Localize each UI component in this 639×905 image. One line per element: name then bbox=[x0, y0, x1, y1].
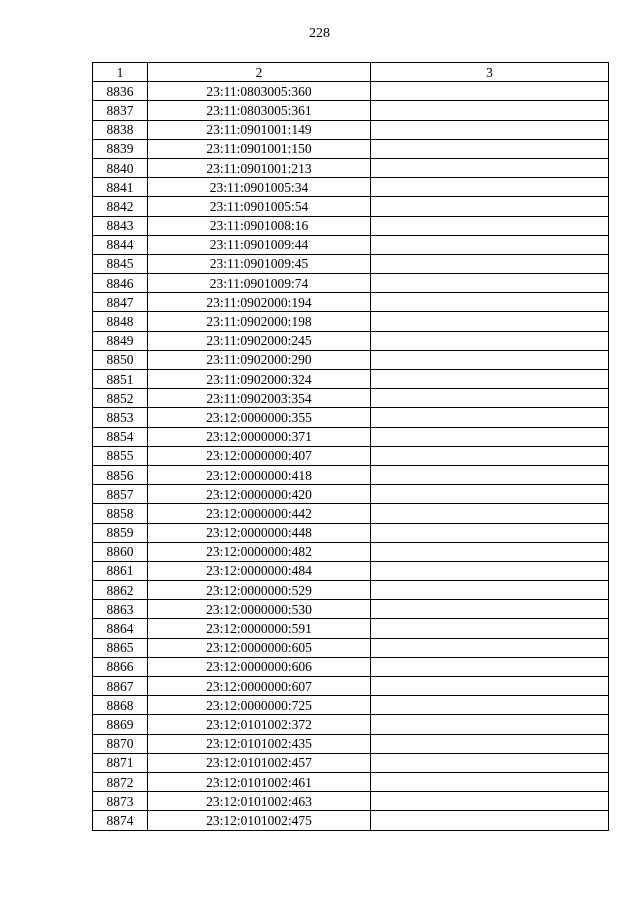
cadastral-number-cell: 23:12:0101002:463 bbox=[148, 792, 371, 811]
cadastral-number-cell: 23:11:0902000:245 bbox=[148, 331, 371, 350]
note-cell bbox=[371, 101, 609, 120]
cadastral-number-cell: 23:12:0000000:482 bbox=[148, 542, 371, 561]
cadastral-number-cell: 23:11:0902000:290 bbox=[148, 350, 371, 369]
note-cell bbox=[371, 581, 609, 600]
cadastral-number-cell: 23:11:0902000:198 bbox=[148, 312, 371, 331]
row-number-cell: 8856 bbox=[93, 465, 148, 484]
note-cell bbox=[371, 370, 609, 389]
note-cell bbox=[371, 734, 609, 753]
note-cell bbox=[371, 542, 609, 561]
note-cell bbox=[371, 274, 609, 293]
row-number-cell: 8837 bbox=[93, 101, 148, 120]
note-cell bbox=[371, 619, 609, 638]
note-cell bbox=[371, 197, 609, 216]
note-cell bbox=[371, 792, 609, 811]
row-number-cell: 8861 bbox=[93, 561, 148, 580]
note-cell bbox=[371, 561, 609, 580]
row-number-cell: 8863 bbox=[93, 600, 148, 619]
note-cell bbox=[371, 216, 609, 235]
note-cell bbox=[371, 427, 609, 446]
row-number-cell: 8873 bbox=[93, 792, 148, 811]
row-number-cell: 8851 bbox=[93, 370, 148, 389]
note-cell bbox=[371, 389, 609, 408]
table-row bbox=[93, 734, 609, 753]
table-row bbox=[93, 638, 609, 657]
note-cell bbox=[371, 254, 609, 273]
cadastral-number-cell: 23:11:0901001:150 bbox=[148, 139, 371, 158]
table-row bbox=[93, 485, 609, 504]
row-number-cell: 8868 bbox=[93, 696, 148, 715]
table-row bbox=[93, 370, 609, 389]
cadastral-number-cell: 23:11:0901001:149 bbox=[148, 120, 371, 139]
table-row bbox=[93, 792, 609, 811]
table-row bbox=[93, 197, 609, 216]
cadastral-number-cell: 23:12:0000000:418 bbox=[148, 465, 371, 484]
cadastral-number-cell: 23:12:0101002:461 bbox=[148, 772, 371, 791]
note-cell bbox=[371, 485, 609, 504]
cadastral-number-cell: 23:12:0000000:725 bbox=[148, 696, 371, 715]
table-row bbox=[93, 772, 609, 791]
note-cell bbox=[371, 696, 609, 715]
row-number-cell: 8859 bbox=[93, 523, 148, 542]
cadastral-number-cell: 23:11:0901009:44 bbox=[148, 235, 371, 254]
table-row bbox=[93, 677, 609, 696]
row-number-cell: 8844 bbox=[93, 235, 148, 254]
row-number-cell: 8846 bbox=[93, 274, 148, 293]
table-row bbox=[93, 101, 609, 120]
row-number-cell: 8867 bbox=[93, 677, 148, 696]
cadastral-number-cell: 23:12:0101002:372 bbox=[148, 715, 371, 734]
note-cell bbox=[371, 331, 609, 350]
note-cell bbox=[371, 408, 609, 427]
cadastral-number-cell: 23:12:0000000:529 bbox=[148, 581, 371, 600]
note-cell bbox=[371, 139, 609, 158]
registry-table bbox=[92, 62, 609, 831]
row-number-cell: 8849 bbox=[93, 331, 148, 350]
cadastral-number-cell: 23:12:0000000:355 bbox=[148, 408, 371, 427]
cadastral-number-cell: 23:11:0901009:74 bbox=[148, 274, 371, 293]
table-row bbox=[93, 657, 609, 676]
note-cell bbox=[371, 178, 609, 197]
table-row bbox=[93, 408, 609, 427]
note-cell bbox=[371, 312, 609, 331]
row-number-cell: 8843 bbox=[93, 216, 148, 235]
cadastral-number-cell: 23:12:0000000:530 bbox=[148, 600, 371, 619]
cadastral-number-cell: 23:12:0000000:591 bbox=[148, 619, 371, 638]
row-number-cell: 8854 bbox=[93, 427, 148, 446]
row-number-cell: 8848 bbox=[93, 312, 148, 331]
cadastral-number-cell: 23:11:0803005:361 bbox=[148, 101, 371, 120]
cadastral-number-cell: 23:12:0101002:475 bbox=[148, 811, 371, 830]
note-cell bbox=[371, 235, 609, 254]
row-number-cell: 8860 bbox=[93, 542, 148, 561]
table-row bbox=[93, 561, 609, 580]
note-cell bbox=[371, 504, 609, 523]
row-number-cell: 8858 bbox=[93, 504, 148, 523]
table-row bbox=[93, 427, 609, 446]
row-number-cell: 8870 bbox=[93, 734, 148, 753]
table-row bbox=[93, 350, 609, 369]
table-row bbox=[93, 504, 609, 523]
row-number-cell: 8842 bbox=[93, 197, 148, 216]
row-number-cell: 8874 bbox=[93, 811, 148, 830]
cadastral-number-cell: 23:12:0000000:371 bbox=[148, 427, 371, 446]
row-number-cell: 8840 bbox=[93, 158, 148, 177]
cadastral-number-cell: 23:12:0101002:435 bbox=[148, 734, 371, 753]
table-row bbox=[93, 696, 609, 715]
table-row bbox=[93, 82, 609, 101]
table-row bbox=[93, 389, 609, 408]
page-number: 228 bbox=[309, 26, 330, 41]
column-header-1: 1 bbox=[93, 63, 148, 82]
cadastral-number-cell: 23:12:0000000:420 bbox=[148, 485, 371, 504]
table-row bbox=[93, 619, 609, 638]
row-number-cell: 8869 bbox=[93, 715, 148, 734]
table-row bbox=[93, 465, 609, 484]
cadastral-number-cell: 23:11:0901001:213 bbox=[148, 158, 371, 177]
cadastral-number-cell: 23:12:0000000:448 bbox=[148, 523, 371, 542]
table-row bbox=[93, 581, 609, 600]
row-number-cell: 8862 bbox=[93, 581, 148, 600]
table-row bbox=[93, 753, 609, 772]
cadastral-number-cell: 23:11:0902000:194 bbox=[148, 293, 371, 312]
row-number-cell: 8864 bbox=[93, 619, 148, 638]
table-row bbox=[93, 120, 609, 139]
row-number-cell: 8847 bbox=[93, 293, 148, 312]
cadastral-number-cell: 23:11:0803005:360 bbox=[148, 82, 371, 101]
table-row bbox=[93, 811, 609, 830]
column-header-3: 3 bbox=[371, 63, 609, 82]
note-cell bbox=[371, 677, 609, 696]
table-row bbox=[93, 446, 609, 465]
note-cell bbox=[371, 753, 609, 772]
note-cell bbox=[371, 350, 609, 369]
note-cell bbox=[371, 120, 609, 139]
cadastral-number-cell: 23:12:0000000:607 bbox=[148, 677, 371, 696]
cadastral-number-cell: 23:11:0902000:324 bbox=[148, 370, 371, 389]
note-cell bbox=[371, 446, 609, 465]
note-cell bbox=[371, 293, 609, 312]
row-number-cell: 8845 bbox=[93, 254, 148, 273]
note-cell bbox=[371, 158, 609, 177]
table-row bbox=[93, 235, 609, 254]
note-cell bbox=[371, 600, 609, 619]
table-row bbox=[93, 178, 609, 197]
row-number-cell: 8852 bbox=[93, 389, 148, 408]
table-row bbox=[93, 293, 609, 312]
table-row bbox=[93, 139, 609, 158]
note-cell bbox=[371, 523, 609, 542]
table-row bbox=[93, 254, 609, 273]
cadastral-number-cell: 23:11:0901008:16 bbox=[148, 216, 371, 235]
note-cell bbox=[371, 772, 609, 791]
note-cell bbox=[371, 811, 609, 830]
table-row bbox=[93, 715, 609, 734]
cadastral-number-cell: 23:11:0901009:45 bbox=[148, 254, 371, 273]
table-header-row bbox=[93, 63, 609, 82]
row-number-cell: 8836 bbox=[93, 82, 148, 101]
note-cell bbox=[371, 465, 609, 484]
row-number-cell: 8855 bbox=[93, 446, 148, 465]
cadastral-number-cell: 23:12:0000000:484 bbox=[148, 561, 371, 580]
cadastral-number-cell: 23:12:0000000:605 bbox=[148, 638, 371, 657]
row-number-cell: 8872 bbox=[93, 772, 148, 791]
note-cell bbox=[371, 82, 609, 101]
table-row bbox=[93, 600, 609, 619]
cadastral-number-cell: 23:12:0000000:606 bbox=[148, 657, 371, 676]
cadastral-number-cell: 23:12:0000000:407 bbox=[148, 446, 371, 465]
row-number-cell: 8839 bbox=[93, 139, 148, 158]
row-number-cell: 8850 bbox=[93, 350, 148, 369]
row-number-cell: 8871 bbox=[93, 753, 148, 772]
note-cell bbox=[371, 657, 609, 676]
row-number-cell: 8865 bbox=[93, 638, 148, 657]
table-row bbox=[93, 274, 609, 293]
table-row bbox=[93, 158, 609, 177]
row-number-cell: 8838 bbox=[93, 120, 148, 139]
cadastral-number-cell: 23:11:0901005:34 bbox=[148, 178, 371, 197]
cadastral-number-cell: 23:12:0101002:457 bbox=[148, 753, 371, 772]
table-row bbox=[93, 331, 609, 350]
column-header-2: 2 bbox=[148, 63, 371, 82]
cadastral-number-cell: 23:12:0000000:442 bbox=[148, 504, 371, 523]
row-number-cell: 8866 bbox=[93, 657, 148, 676]
note-cell bbox=[371, 715, 609, 734]
table-row bbox=[93, 542, 609, 561]
note-cell bbox=[371, 638, 609, 657]
table-body bbox=[93, 82, 609, 830]
table-row bbox=[93, 312, 609, 331]
row-number-cell: 8857 bbox=[93, 485, 148, 504]
row-number-cell: 8841 bbox=[93, 178, 148, 197]
row-number-cell: 8853 bbox=[93, 408, 148, 427]
cadastral-number-cell: 23:11:0901005:54 bbox=[148, 197, 371, 216]
table-row bbox=[93, 216, 609, 235]
table-row bbox=[93, 523, 609, 542]
cadastral-number-cell: 23:11:0902003:354 bbox=[148, 389, 371, 408]
